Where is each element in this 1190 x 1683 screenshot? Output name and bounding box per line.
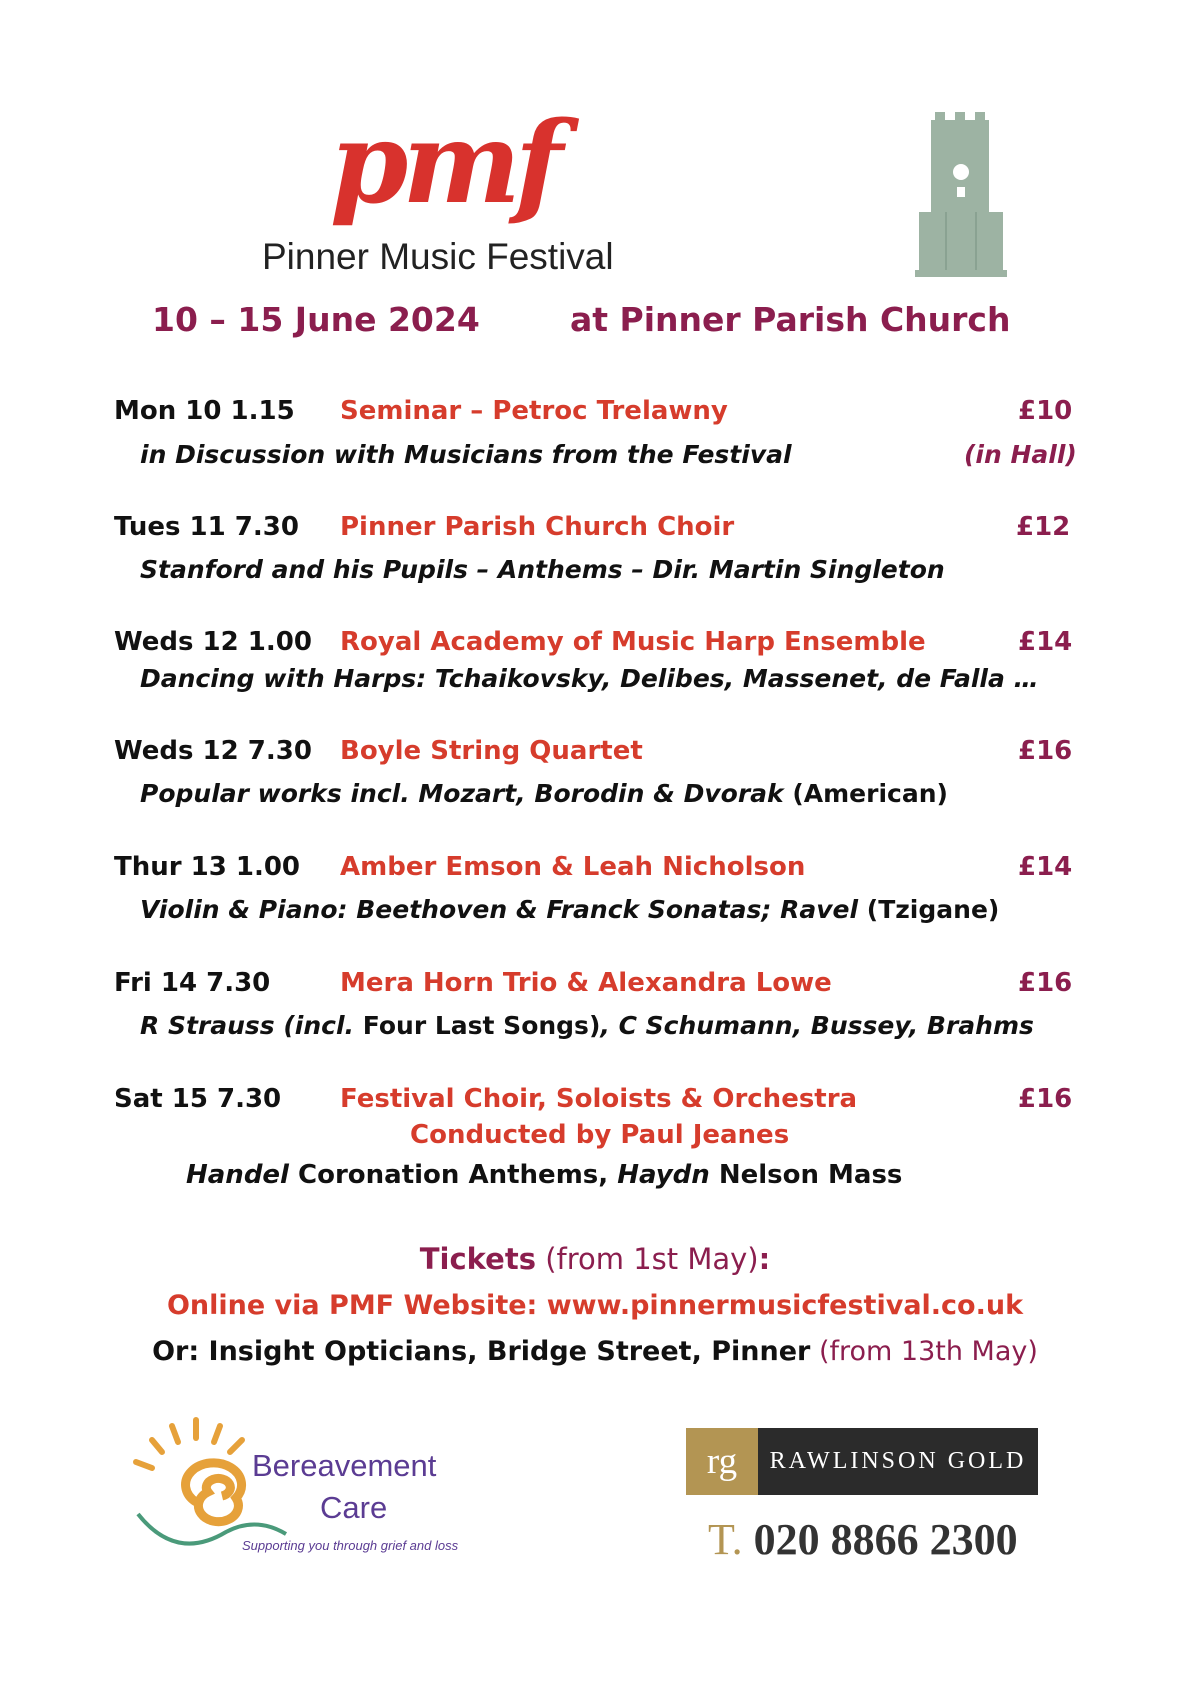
tickets-heading (0, 1242, 1190, 1276)
rawlinson-gold-logo (686, 1428, 1038, 1495)
event-description-extra: (American) (792, 779, 948, 808)
event-title: Seminar – Petroc Trelawny (340, 396, 728, 426)
event-when: Weds 12 7.30 (114, 736, 312, 766)
festival-venue: at Pinner Parish Church (570, 300, 1011, 339)
event-when: Weds 12 1.00 (114, 627, 312, 657)
tickets-alt-location: Or: Insight Opticians, Bridge Street, Pinner (152, 1336, 811, 1367)
bereavement-care-line1: Bereavement (252, 1448, 437, 1483)
event-title: Amber Emson & Leah Nicholson (340, 852, 806, 882)
work-name: Coronation Anthems, (288, 1160, 618, 1190)
festival-name: Pinner Music Festival (262, 236, 614, 277)
rawlinson-gold-name: RAWLINSON GOLD (769, 1448, 1027, 1474)
tickets-label: Tickets (419, 1242, 536, 1276)
event-description: in Discussion with Musicians from the Festival (140, 440, 792, 469)
church-tower-icon (915, 112, 1007, 277)
event-description-main: Violin & Piano: Beethoven & Franck Sonatas; Ravel (140, 895, 859, 924)
composer-name: Handel (186, 1160, 289, 1190)
event-price: £14 (1018, 627, 1073, 657)
phone-number: 020 8866 2300 (753, 1515, 1018, 1564)
event-description (140, 897, 999, 922)
event-description-main: Popular works incl. Mozart, Borodin & Dvorak (140, 779, 784, 808)
event-price: £16 (1018, 1084, 1073, 1114)
event-description: Stanford and his Pupils – Anthems – Dir. Martin Singleton (140, 555, 945, 584)
event-title: Festival Choir, Soloists & Orchestra (340, 1084, 858, 1114)
event-description-part: R Strauss (incl. (140, 1011, 355, 1040)
phone-prefix: T. (708, 1515, 743, 1564)
event-price: £10 (1018, 396, 1073, 426)
event-description (140, 781, 948, 806)
work-name: Nelson Mass (709, 1160, 903, 1190)
event-price: £12 (1016, 512, 1071, 542)
tickets-alt-from: (from 13th May) (818, 1336, 1038, 1367)
tickets-alt (0, 1338, 1190, 1365)
event-title: Mera Horn Trio & Alexandra Lowe (340, 968, 832, 998)
event-title: Pinner Parish Church Choir (340, 512, 735, 542)
event-price: £14 (1018, 852, 1073, 882)
event-when: Mon 10 1.15 (114, 396, 295, 426)
event-when: Thur 13 1.00 (114, 852, 301, 882)
event-price: £16 (1018, 968, 1073, 998)
event-description-part: , C Schumann, Bussey, Brahms (600, 1011, 1034, 1040)
pmf-logo-mark: pmf (330, 98, 557, 229)
composer-name: Haydn (617, 1160, 710, 1190)
bereavement-care-tagline: Supporting you through grief and loss (242, 1538, 459, 1553)
bereavement-care-line2: Care (320, 1490, 388, 1525)
festival-dates: 10 – 15 June 2024 (152, 300, 480, 339)
event-venue-note: (in Hall) (964, 440, 1077, 469)
event-title: Boyle String Quartet (340, 736, 643, 766)
event-description-work: Four Last Songs) (362, 1011, 601, 1040)
tickets-from: (from 1st May) (545, 1242, 759, 1276)
event-description: Dancing with Harps: Tchaikovsky, Delibes, Massenet, de Falla … (140, 664, 1039, 693)
event-description-extra: (Tzigane) (866, 895, 1000, 924)
event-when: Tues 11 7.30 (114, 512, 299, 542)
rawlinson-gold-monogram: rg (686, 1428, 758, 1495)
event-title: Royal Academy of Music Harp Ensemble (340, 627, 926, 657)
rawlinson-gold-phone (708, 1515, 1018, 1564)
tickets-colon: : (758, 1242, 771, 1276)
event-description (186, 1162, 902, 1188)
event-description (140, 1013, 1034, 1038)
event-price: £16 (1018, 736, 1073, 766)
tickets-online-link[interactable]: Online via PMF Website: www.pinnermusicfestival.co.uk (166, 1290, 1024, 1321)
event-when: Sat 15 7.30 (114, 1084, 282, 1114)
event-subtitle: Conducted by Paul Jeanes (410, 1120, 790, 1150)
event-when: Fri 14 7.30 (114, 968, 271, 998)
